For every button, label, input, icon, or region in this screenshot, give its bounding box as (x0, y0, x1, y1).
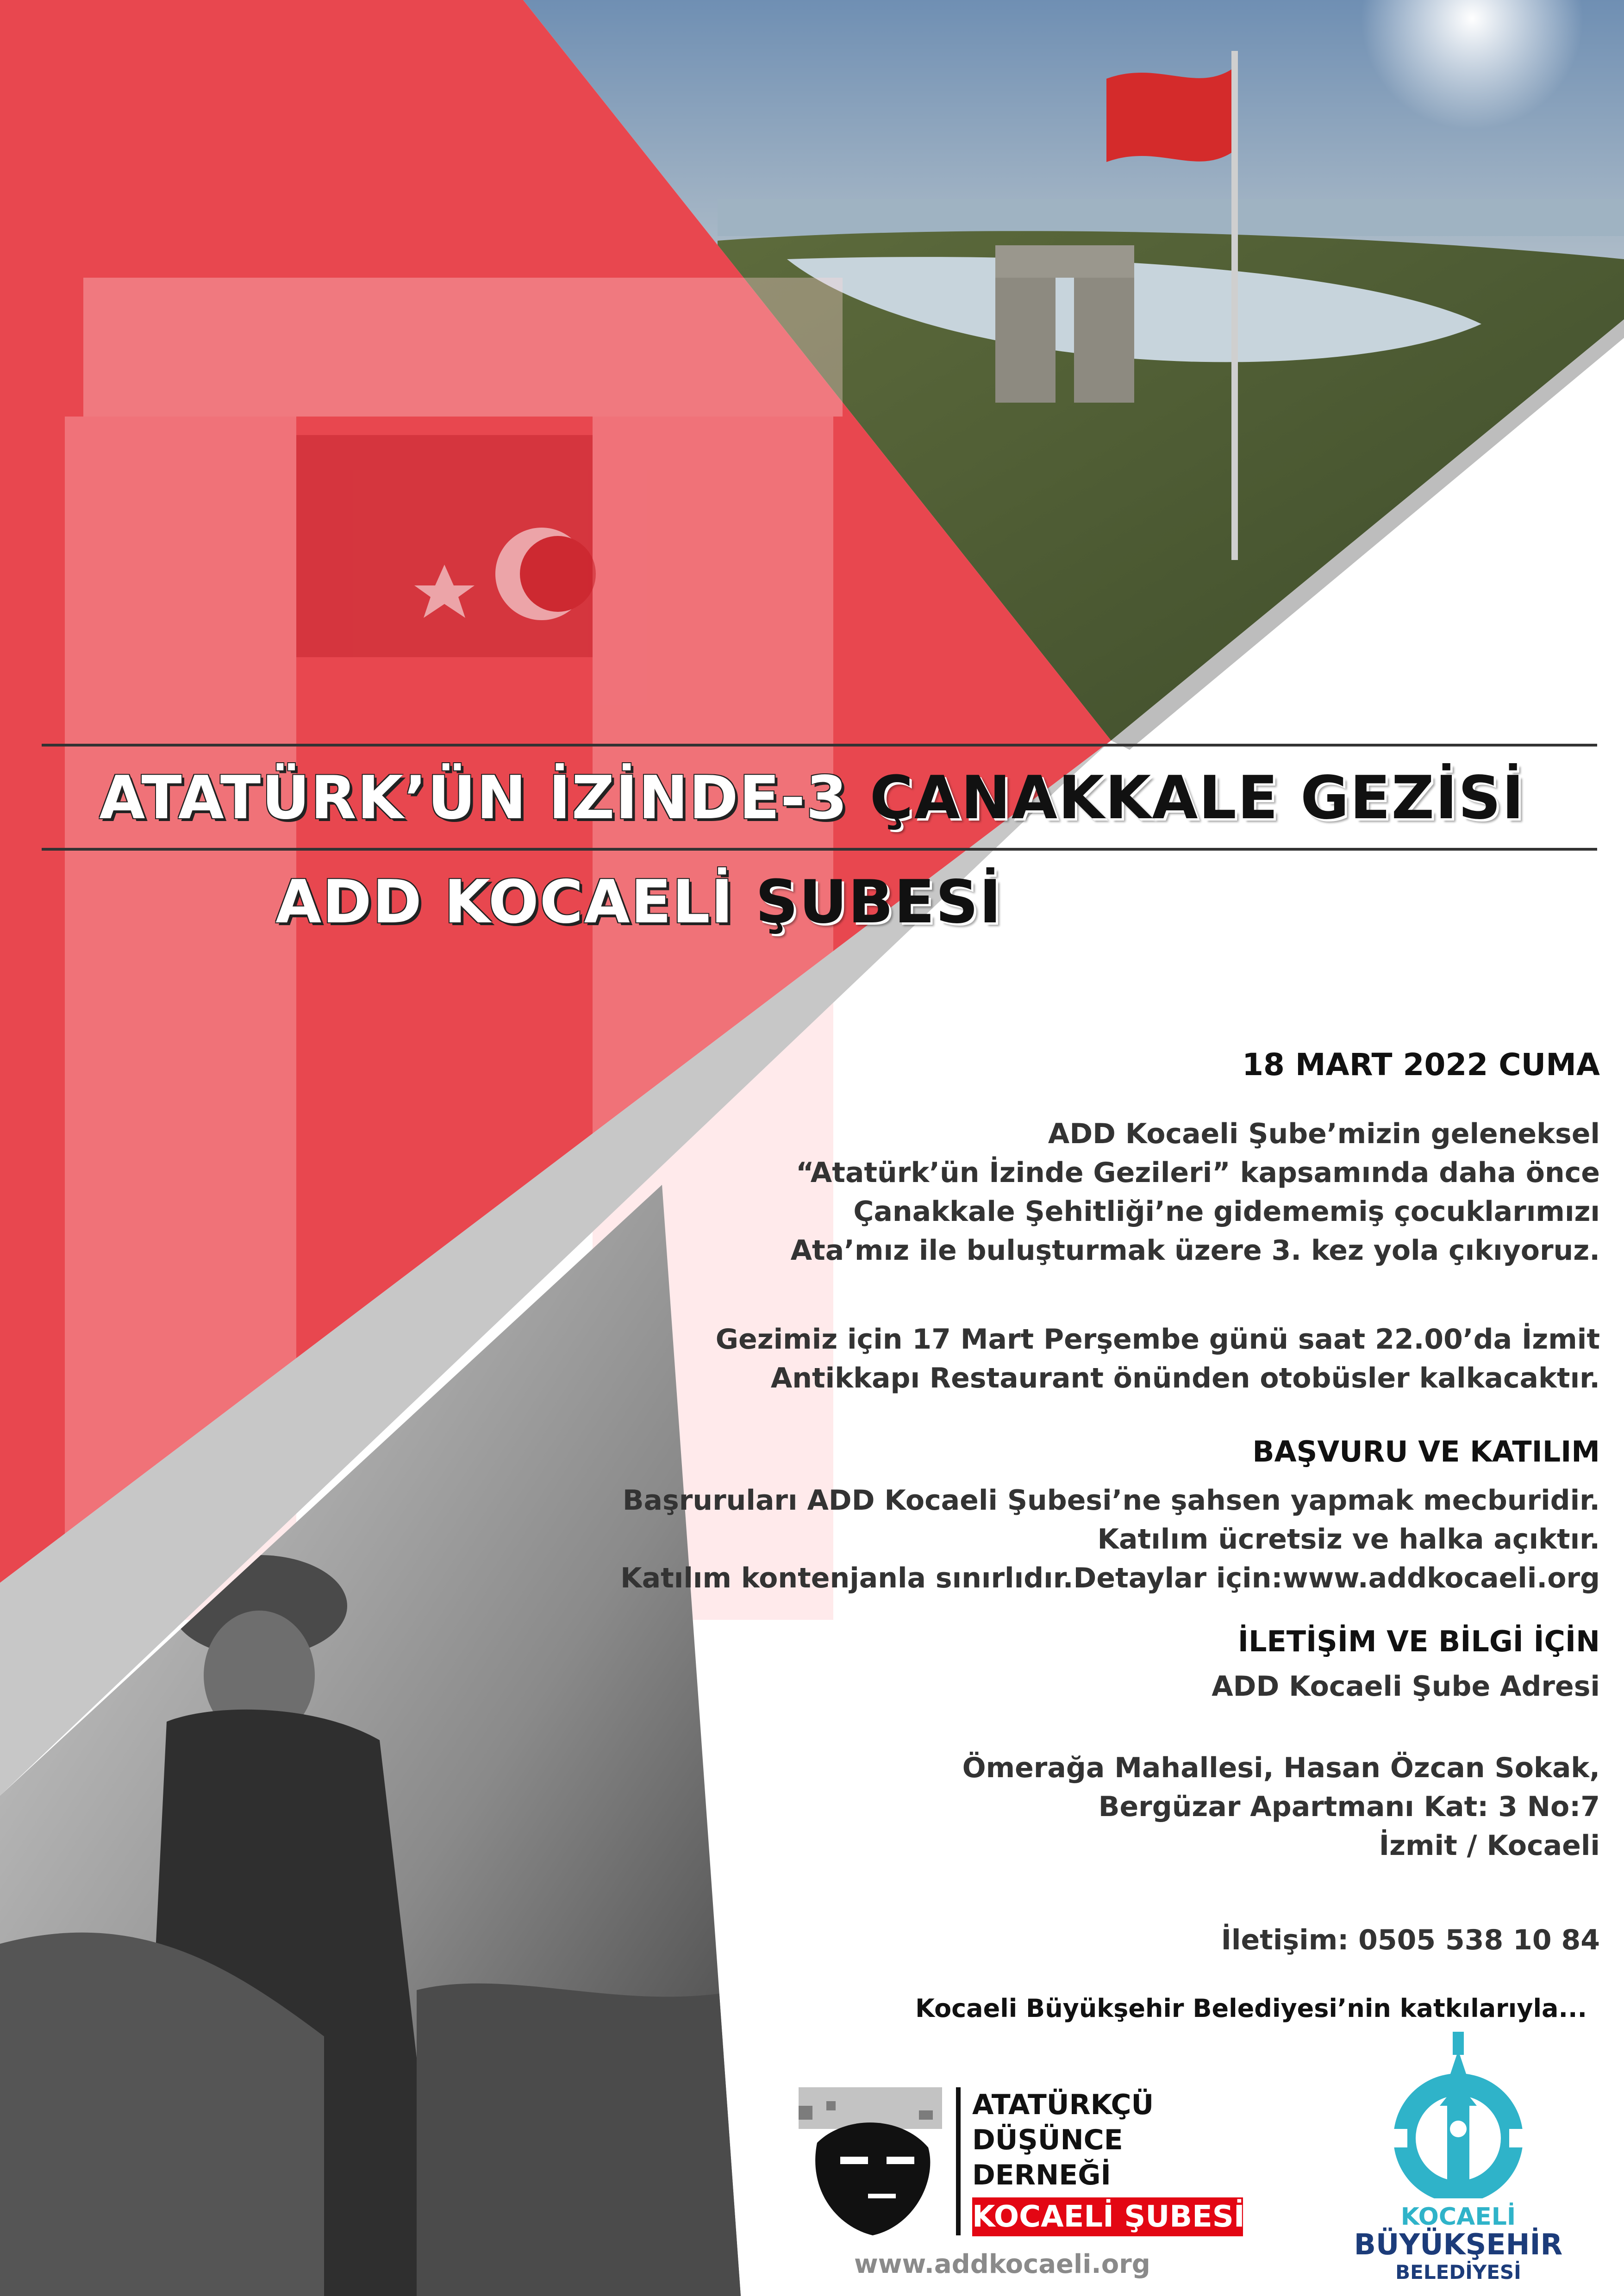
intro-paragraph (535, 1114, 1600, 1270)
title (0, 764, 1624, 833)
intro-line: “Atatürk’ün İzinde Gezileri” kapsamında daha önce (796, 1157, 1600, 1189)
intro-line: Çanakkale Şehitliği’ne gidememiş çocuklarımızı (853, 1195, 1600, 1228)
phone-number: İletişim: 0505 538 10 84 (1221, 1924, 1600, 1956)
departure-paragraph (535, 1320, 1600, 1398)
contact-heading: İLETİŞİM VE BİLGİ İÇİN (1237, 1624, 1600, 1658)
ataturk-silhouette-icon (799, 2087, 942, 2240)
application-heading: BAŞVURU VE KATILIM (1252, 1435, 1600, 1468)
subtitle (0, 868, 1278, 937)
intro-line: ADD Kocaeli Şube’mizin geleneksel (1048, 1118, 1600, 1150)
logo-url: www.addkocaeli.org (854, 2249, 1150, 2279)
application-line: Katılım ücretsiz ve halka açıktır. (1097, 1523, 1600, 1556)
logo-org-name (972, 2087, 1154, 2193)
subtitle-part2: ŞUBESİ (755, 868, 1002, 937)
address-line: Ömerağa Mahallesi, Hasan Özcan Sokak, (962, 1752, 1600, 1784)
address-line: İzmit / Kocaeli (1379, 1829, 1600, 1862)
address-title: ADD Kocaeli Şube Adresi (1212, 1670, 1600, 1703)
subtitle-part1: ADD KOCAELİ (275, 868, 756, 937)
logo-org-line: ATATÜRKÇÜ (972, 2089, 1154, 2121)
municipality-name (1343, 2203, 1574, 2286)
kocaeli-municipality-logo (1343, 2032, 1574, 2291)
departure-line: Antikkapı Restaurant önünden otobüsler kalkacaktır. (770, 1362, 1600, 1394)
departure-line: Gezimiz için 17 Mart Perşembe günü saat 22.00’da İzmit (715, 1323, 1600, 1356)
application-paragraph (535, 1481, 1600, 1598)
add-kocaeli-logo (799, 2078, 1280, 2291)
title-part1: ATATÜRK’ÜN İZİNDE-3 (99, 764, 870, 833)
logo-org-line: DÜŞÜNCE (972, 2124, 1123, 2156)
intro-line: Ata’mız ile buluşturmak üzere 3. kez yola çıkıyoruz. (790, 1234, 1600, 1267)
application-line: Katılım kontenjanla sınırlıdır.Detaylar için:www.addkocaeli.org (620, 1562, 1600, 1594)
municipality-line: BELEDİYESİ (1395, 2261, 1521, 2284)
address-line: Bergüzar Apartmanı Kat: 3 No:7 (1098, 1791, 1600, 1823)
logo-org-line: DERNEĞİ (972, 2159, 1111, 2191)
event-date: 18 MART 2022 CUMA (1242, 1047, 1600, 1083)
address-block (535, 1748, 1600, 1865)
clock-tower-gear-icon (1370, 2032, 1546, 2198)
sponsor-line: Kocaeli Büyükşehir Belediyesi’nin katkılarıyla... (915, 1994, 1587, 2023)
application-line: Başruruları ADD Kocaeli Şubesi’ne şahsen yapmak mecburidir. (622, 1484, 1600, 1517)
title-part2: ÇANAKKALE GEZİSİ (869, 764, 1525, 833)
logo-branch-badge: KOCAELİ ŞUBESİ (972, 2197, 1243, 2236)
municipality-line: BÜYÜKŞEHİR (1354, 2228, 1563, 2261)
logo-divider (956, 2087, 961, 2235)
municipality-line: KOCAELİ (1400, 2203, 1516, 2231)
